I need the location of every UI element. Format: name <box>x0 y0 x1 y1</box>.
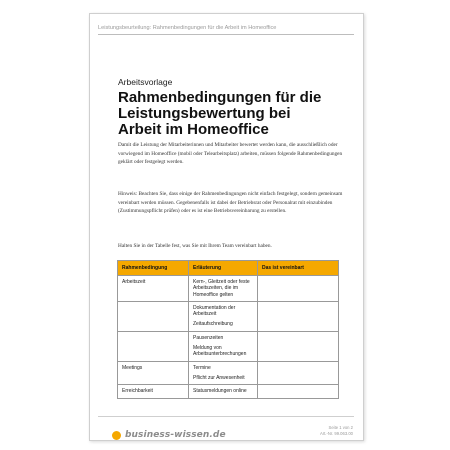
cell-agreed[interactable] <box>258 361 339 385</box>
explanation-line: Kern-, Gleitzeit oder feste Arbeitszeiten, die im Homeoffice gelten <box>193 279 250 298</box>
document-title <box>118 90 348 138</box>
table-row <box>118 331 339 361</box>
table-header-row <box>118 261 339 276</box>
explanation-line: Termine <box>193 364 211 371</box>
cell-agreed[interactable] <box>258 276 339 302</box>
header-condition: Rahmenbedingung <box>118 261 189 276</box>
explanation-line: Meldung von Arbeitsunterbrechungen <box>193 345 247 358</box>
page-number: Seite 1 von 2 <box>328 425 353 430</box>
cell-agreed[interactable] <box>258 301 339 331</box>
header-explanation: Erläuterung <box>189 261 258 276</box>
cell-explanation <box>189 276 258 302</box>
cell-agreed[interactable] <box>258 331 339 361</box>
note-paragraph: Hinweis: Beachten Sie, dass einige der Rahmenbedingungen nicht einfach festgelegt, sondern gemeinsam vereinbart werden müssen. Gegebenenfalls ist dabei der Betriebsrat oder Personalrat mit einzubinden (Zustimmungspflicht prüfen) oder es ist eine Betriebsvereinbarung zu erstellen. <box>118 191 343 215</box>
cell-explanation <box>189 361 258 385</box>
cell-condition: Erreichbarkeit <box>118 385 189 398</box>
cell-condition: Meetings <box>118 361 189 385</box>
brand-name: business-wissen.de <box>125 430 226 440</box>
title-line-3: Arbeit im Homeoffice <box>118 121 269 138</box>
article-number: Art.-Nr. 99.063.00 <box>319 431 353 436</box>
conditions-table <box>117 260 339 399</box>
table-row <box>118 361 339 385</box>
intro-paragraph: Damit die Leistung der Mitarbeiterinnen und Mitarbeiter bewertet werden kann, die ausschließlich oder vorwiegend im Homeoffice (mobil oder Telearbeitsplatz) arbeiten, müssen folgende Rahmenbedingungen geklärt oder festgelegt werden. <box>118 142 343 166</box>
running-header: Leistungsbeurteilung: Rahmenbedingungen für die Arbeit im Homeoffice <box>98 25 354 35</box>
cell-agreed[interactable] <box>258 385 339 398</box>
brand-dot-icon <box>112 431 121 440</box>
cell-condition <box>118 301 189 331</box>
header-agreed: Das ist vereinbart <box>258 261 339 276</box>
table-row <box>118 385 339 398</box>
table-row <box>118 276 339 302</box>
cell-explanation <box>189 385 258 398</box>
cell-explanation <box>189 331 258 361</box>
explanation-line: Pausenzeiten <box>193 334 224 341</box>
instruction-paragraph: Halten Sie in der Tabelle fest, was Sie mit Ihrem Team vereinbart haben. <box>118 243 272 249</box>
explanation-line: Statusmeldungen online <box>193 388 247 395</box>
footer-divider <box>98 416 354 417</box>
cell-condition <box>118 331 189 361</box>
title-line-2: Leistungsbewertung bei <box>118 105 291 122</box>
explanation-line: Pflicht zur Anwesenheit <box>193 374 245 381</box>
brand-logo <box>112 430 226 440</box>
explanation-line: Dokumentation der Arbeitszeit <box>193 304 236 318</box>
footer-meta <box>320 425 353 437</box>
document-kicker: Arbeitsvorlage <box>118 77 173 87</box>
explanation-line: Zeitaufschreibung <box>193 321 233 328</box>
title-line-1: Rahmenbedingungen für die <box>118 89 322 106</box>
cell-explanation <box>189 301 258 331</box>
cell-condition: Arbeitszeit <box>118 276 189 302</box>
table-row <box>118 301 339 331</box>
document-page <box>89 13 364 441</box>
